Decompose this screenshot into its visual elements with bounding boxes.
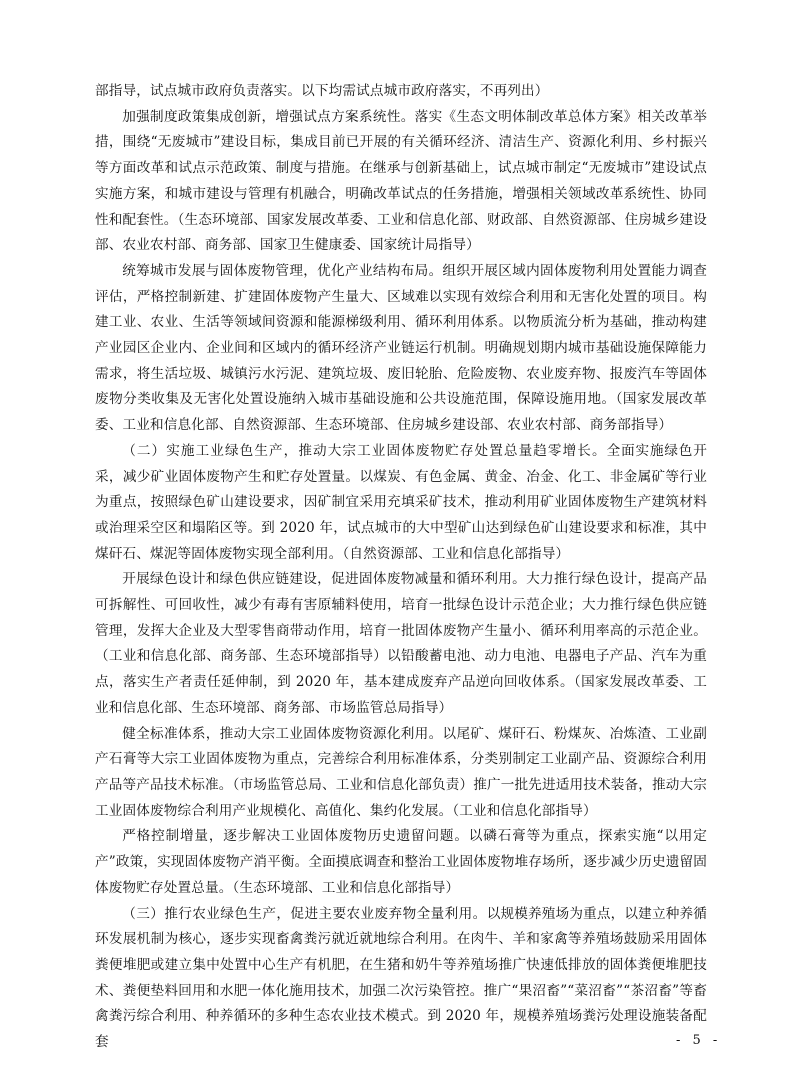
paragraph-section-2	[95, 439, 707, 568]
section-heading: （三）推行农业绿色生产，促进主要农业废弃物全量利用。	[122, 905, 487, 922]
paragraph-legacy-issues	[95, 824, 707, 901]
paragraph-continued	[95, 79, 707, 105]
paragraph-text: 部指导，试点城市政府负责落实。以下均需试点城市政府落实，不再列出）	[95, 83, 549, 99]
page-number: - 5 -	[676, 1033, 722, 1048]
paragraph-standards	[95, 722, 707, 825]
paragraph-text: 统筹城市发展与固体废物管理，优化产业结构布局。组织开展区域内固体废物利用处置能力调查评估，严格控制新建、扩建固体废物产生量大、区域难以实现有效综合利用和无害化处置的项目。构建工业、农业、生活等领域间资源和能源梯级利用、循环利用体系。以物质流分析为基础，推动构建产业园区企业内、企业间和区域内的循环经济产业链运行机制。明确规划期内城市基础设施保障能力需求，将生活垃圾、城镇污水污泥、建筑垃圾、废旧轮胎、危险废物、农业废弃物、报废汽车等固体废物分类收集及无害化处置设施纳入城市基础设施和公共设施范围，保障设施用地。（国家发展改革委、工业和信息化部、自然资源部、生态环境部、住房城乡建设部、农业农村部、商务部指导）	[95, 262, 707, 434]
paragraph-green-design	[95, 567, 707, 721]
paragraph-urban-planning	[95, 259, 707, 439]
section-heading: （二）实施工业绿色生产，推动大宗工业固体废物贮存处置总量趋零增长。	[122, 442, 607, 459]
paragraph-text: 健全标准体系，推动大宗工业固体废物资源化利用。以尾矿、煤矸石、粉煤灰、冶炼渣、工业副产石膏等大宗工业固体废物为重点，完善综合利用标准体系，分类别制定工业副产品、资源综合利用产品等产品技术标准。（市场监管总局、工业和信息化部负责）推广一批先进适用技术装备，推动大宗工业固体废物综合利用产业规模化、高值化、集约化发展。（工业和信息化部指导）	[95, 725, 707, 819]
document-body	[95, 79, 707, 1056]
paragraph-section-3	[95, 902, 707, 1056]
paragraph-text: 开展绿色设计和绿色供应链建设，促进固体废物减量和循环利用。大力推行绿色设计，提高产品可拆解性、可回收性，减少有毒有害原辅料使用，培育一批绿色设计示范企业；大力推行绿色供应链管理，发挥大企业及大型零售商带动作用，培育一批固体废物产生量小、循环利用率高的示范企业。（工业和信息化部、商务部、生态环境部指导）以铅酸蓄电池、动力电池、电器电子产品、汽车为重点，落实生产者责任延伸制，到 2020 年，基本建成废弃产品逆向回收体系。（国家发展改革委、工业和信息化部、生态环境部、商务部、市场监管总局指导）	[95, 571, 707, 716]
paragraph-text: 全面实施绿色开采，减少矿业固体废物产生和贮存处置量。以煤炭、有色金属、黄金、冶金、化工、非金属矿等行业为重点，按照绿色矿山建设要求，因矿制宜采用充填采矿技术，推动利用矿业固体废物生产建筑材料或治理采空区和塌陷区等。到 2020 年，试点城市的大中型矿山达到绿色矿山建设要求和标准，其中煤矸石、煤泥等固体废物实现全部利用。（自然资源部、工业和信息化部指导）	[95, 442, 707, 562]
paragraph-text: 严格控制增量，逐步解决工业固体废物历史遗留问题。以磷石膏等为重点，探索实施“以用定产”政策，实现固体废物产消平衡。全面摸底调查和整治工业固体废物堆存场所，逐步减少历史遗留固体废物贮存处置总量。（生态环境部、工业和信息化部指导）	[95, 828, 707, 896]
paragraph-policy-integration	[95, 105, 707, 259]
paragraph-text: 以规模养殖场为重点，以建立种养循环发展机制为核心，逐步实现畜禽粪污就近就地综合利用。在肉牛、羊和家禽等养殖场鼓励采用固体粪便堆肥或建立集中处置中心生产有机肥，在生猪和奶牛等养殖场推广快速低排放的固体粪便堆肥技术、粪便垫料回用和水肥一体化施用技术，加强二次污染管控。推广“果沼畜”“菜沼畜”“茶沼畜”等畜禽粪污综合利用、种养循环的多种生态农业技术模式。到 2020 年，规模养殖场粪污处理设施装备配套	[95, 905, 707, 1051]
paragraph-text: 加强制度政策集成创新，增强试点方案系统性。落实《生态文明体制改革总体方案》相关改革举措，围绕“无废城市”建设目标，集成目前已开展的有关循环经济、清洁生产、资源化利用、乡村振兴等方面改革和试点示范政策、制度与措施。在继承与创新基础上，试点城市制定“无废城市”建设试点实施方案，和城市建设与管理有机融合，明确改革试点的任务措施，增强相关领域改革系统性、协同性和配套性。（生态环境部、国家发展改革委、工业和信息化部、财政部、自然资源部、住房城乡建设部、农业农村部、商务部、国家卫生健康委、国家统计局指导）	[95, 108, 707, 254]
